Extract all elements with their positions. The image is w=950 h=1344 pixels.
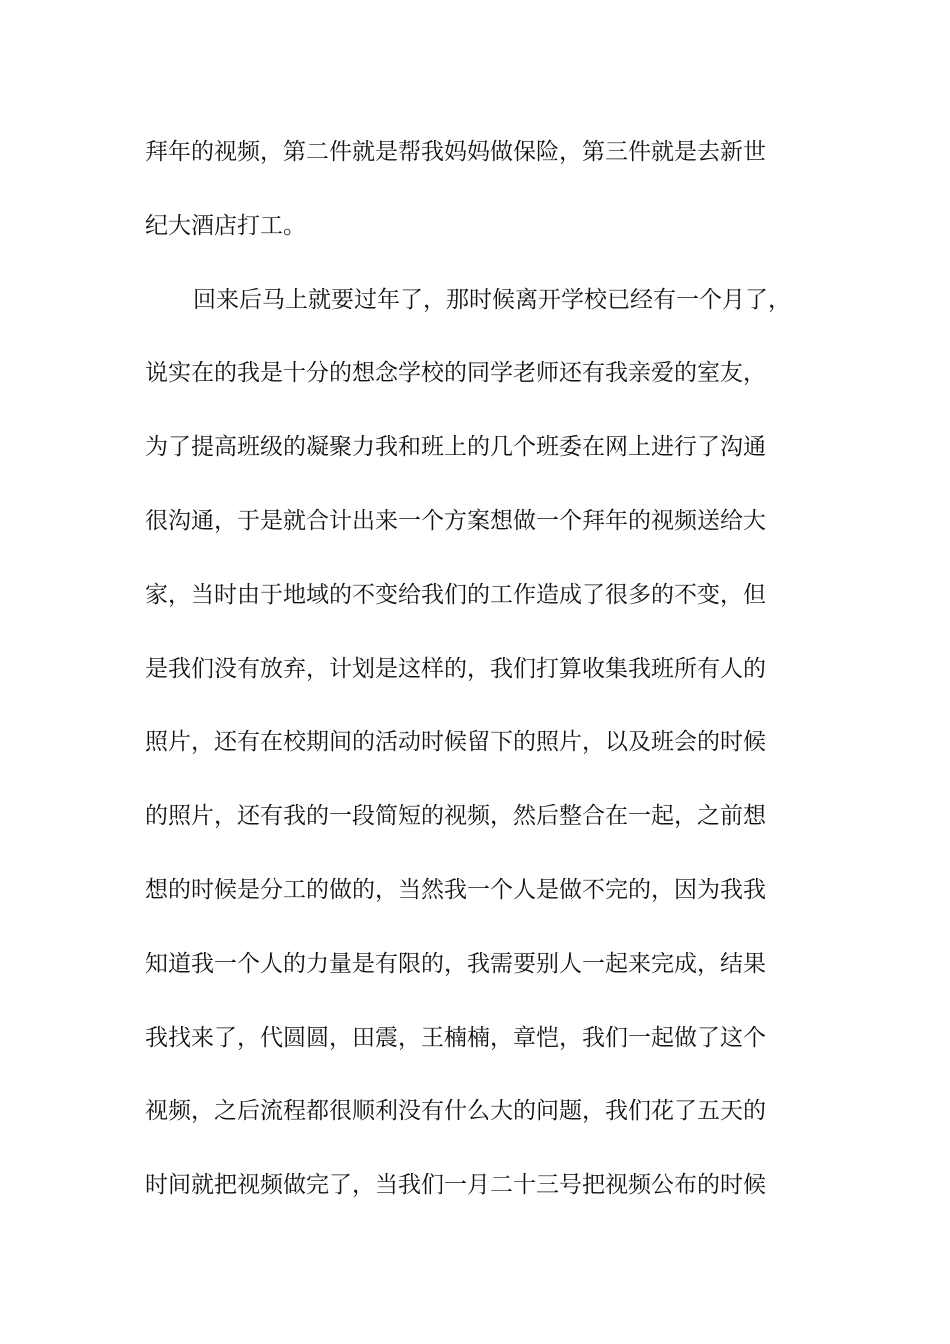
text-line: 说实在的我是十分的想念学校的同学老师还有我亲爱的室友， bbox=[145, 360, 766, 387]
text-line: 的照片，还有我的一段简短的视频，然后整合在一起，之前想 bbox=[145, 803, 766, 830]
text-line: 很沟通，于是就合计出来一个方案想做一个拜年的视频送给大 bbox=[145, 507, 766, 534]
text-line: 家，当时由于地域的不变给我们的工作造成了很多的不变，但 bbox=[145, 581, 766, 608]
paragraph-start-line: 回来后马上就要过年了，那时候离开学校已经有一个月了， bbox=[193, 286, 791, 313]
text-line: 是我们没有放弃，计划是这样的，我们打算收集我班所有人的 bbox=[145, 655, 766, 682]
text-line: 拜年的视频，第二件就是帮我妈妈做保险，第三件就是去新世 bbox=[145, 139, 766, 165]
text-line: 想的时候是分工的做的，当然我一个人是做不完的，因为我我 bbox=[145, 876, 766, 903]
body-text bbox=[145, 134, 825, 1241]
text-line: 时间就把视频做完了，当我们一月二十三号把视频公布的时候 bbox=[145, 1172, 766, 1199]
text-line: 纪大酒店打工。 bbox=[145, 212, 306, 239]
text-line: 照片，还有在校期间的活动时候留下的照片，以及班会的时候 bbox=[145, 729, 766, 756]
text-line: 我找来了，代圆圆，田震，王楠楠，章恺，我们一起做了这个 bbox=[145, 1024, 766, 1051]
text-line: 知道我一个人的力量是有限的，我需要别人一起来完成，结果 bbox=[145, 950, 766, 977]
text-line: 视频，之后流程都很顺利没有什么大的问题，我们花了五天的 bbox=[145, 1098, 766, 1125]
text-line: 为了提高班级的凝聚力我和班上的几个班委在网上进行了沟通 bbox=[145, 434, 766, 461]
